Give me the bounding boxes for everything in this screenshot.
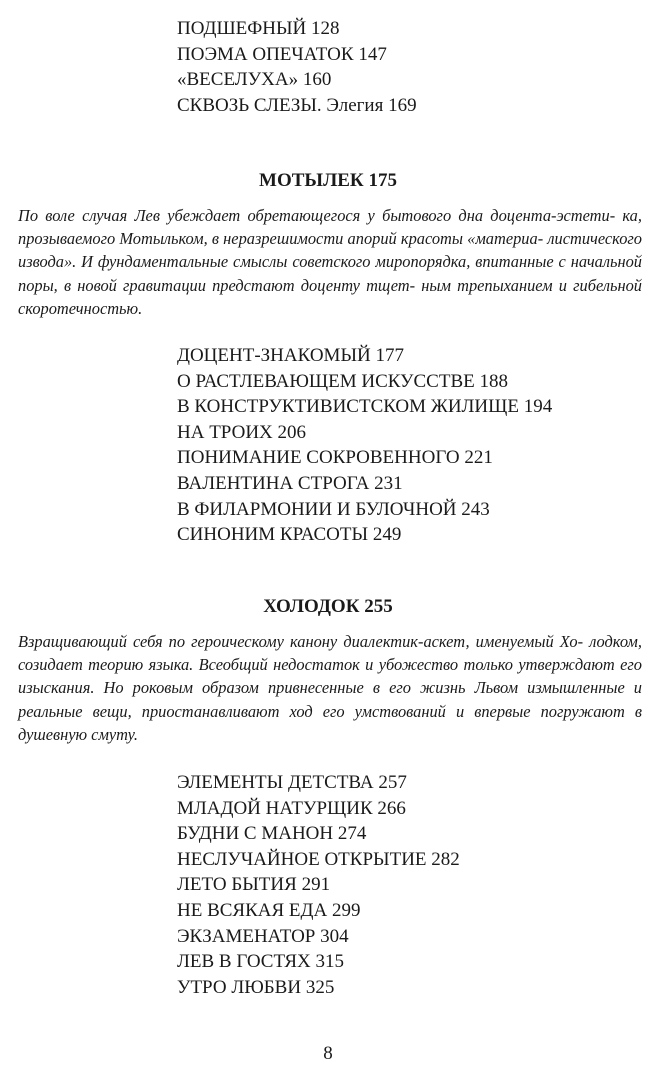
toc-entry	[177, 420, 552, 446]
entry-title: ВАЛЕНТИНА СТРОГА	[177, 472, 370, 494]
toc-entry	[177, 42, 417, 68]
entry-title: СИНОНИМ КРАСОТЫ	[177, 524, 369, 546]
toc-entry	[177, 898, 460, 924]
toc-list-kholodok	[177, 770, 460, 1000]
section-annotation-motylek	[18, 204, 642, 320]
entry-page: 188	[479, 370, 508, 392]
toc-entry	[177, 394, 552, 420]
entry-title: В КОНСТРУКТИВИСТСКОМ ЖИЛИЩЕ	[177, 396, 519, 418]
toc-entry	[177, 369, 552, 395]
toc-entry	[177, 821, 460, 847]
toc-entry	[177, 522, 552, 548]
entry-title: ПОНИМАНИЕ СОКРОВЕННОГО	[177, 447, 460, 469]
entry-page: 160	[302, 69, 332, 91]
entry-title: О РАСТЛЕВАЮЩЕМ ИСКУССТВЕ	[177, 370, 475, 392]
entry-title: МЛАДОЙ НАТУРЩИК	[177, 797, 373, 819]
annotation-line: впитанные с начальной поры, в новой гравитации предстают доценту тщет-	[18, 252, 642, 295]
entry-title: ПОЭМА ОПЕЧАТОК	[177, 43, 354, 65]
section-title-motylek	[0, 168, 656, 194]
section-annotation-kholodok	[18, 630, 642, 746]
entry-title: ПОДШЕФНЫЙ	[177, 18, 307, 39]
entry-page: 194	[523, 396, 553, 418]
toc-list-intro	[177, 16, 417, 118]
entry-title: «ВЕСЕЛУХА»	[177, 69, 299, 91]
toc-entry	[177, 847, 460, 873]
toc-entry	[177, 497, 552, 523]
entry-page: 274	[337, 823, 367, 845]
section-name: ХОЛОДОК	[263, 596, 360, 617]
entry-page: 257	[378, 772, 407, 793]
toc-entry	[177, 16, 417, 42]
entry-page: 282	[431, 848, 460, 870]
annotation-line: и впервые погружают в душевную смуту.	[18, 701, 643, 744]
entry-title: В ФИЛАРМОНИИ И БУЛОЧНОЙ	[177, 498, 457, 520]
toc-entry	[177, 770, 460, 796]
entry-title: УТРО ЛЮБВИ	[177, 976, 302, 998]
entry-page: 249	[372, 524, 402, 546]
annotation-line: ным трепыханием и гибельной скоротечностью.	[18, 275, 642, 318]
entry-page: 291	[301, 874, 331, 896]
toc-entry	[177, 796, 460, 822]
toc-list-motylek	[177, 343, 552, 548]
entry-title: НЕ ВСЯКАЯ ЕДА	[177, 899, 328, 921]
annotation-line: Взращивающий себя по героическому канону диалектик-аскет, именуемый Хо-	[18, 632, 584, 651]
entry-page: 266	[377, 797, 406, 819]
entry-page: 147	[358, 43, 387, 65]
annotation-line: утверждают его изыскания. Но роковым образом привнесенные в его жизнь	[18, 655, 642, 698]
entry-page: 221	[464, 447, 493, 469]
toc-entry	[177, 949, 460, 975]
toc-entry	[177, 975, 460, 1001]
entry-page: 243	[461, 498, 490, 520]
section-page: 175	[368, 170, 397, 191]
entry-page: 325	[305, 976, 335, 998]
toc-entry	[177, 67, 417, 93]
entry-title: ЛЕВ В ГОСТЯХ	[177, 951, 311, 973]
toc-entry	[177, 924, 460, 950]
entry-page: 169	[388, 94, 417, 116]
section-title-kholodok	[0, 594, 656, 620]
entry-title: ДОЦЕНТ-ЗНАКОМЫЙ	[177, 345, 371, 366]
entry-page: 299	[331, 899, 361, 921]
entry-title: ЭЛЕМЕНТЫ ДЕТСТВА	[177, 772, 374, 793]
entry-title: ЛЕТО БЫТИЯ	[177, 874, 297, 896]
entry-title: НА ТРОИХ	[177, 421, 273, 443]
toc-entry	[177, 343, 552, 369]
entry-page: 315	[315, 951, 345, 973]
entry-title: СКВОЗЬ СЛЕЗЫ. Элегия	[177, 94, 384, 116]
entry-page: 177	[375, 345, 404, 366]
entry-page: 304	[320, 925, 349, 947]
entry-page: 206	[277, 421, 307, 443]
entry-page: 231	[374, 472, 403, 494]
annotation-line: По воле случая Лев убеждает обретающегося у бытового дна доцента-эстети-	[18, 206, 616, 225]
toc-entry	[177, 93, 417, 119]
annotation-line: Львом измышленные и реальные вещи, приостанавливают ход его умствований	[18, 678, 642, 721]
entry-page: 128	[311, 18, 340, 39]
annotation-line: листического извода». И фундаментальные смыслы советского миропорядка,	[18, 229, 642, 272]
toc-entry	[177, 471, 552, 497]
entry-title: БУДНИ С МАНОН	[177, 823, 334, 845]
annotation-line: ка, прозываемого Мотыльком, в неразрешимости апорий красоты «материа-	[18, 206, 642, 249]
entry-title: ЭКЗАМЕНАТОР	[177, 925, 316, 947]
toc-entry	[177, 445, 552, 471]
annotation-line: лодком, созидает теорию языка. Всеобщий недостаток и убожество только	[18, 632, 642, 675]
section-name: МОТЫЛЕК	[259, 170, 364, 191]
page-number: 8	[323, 1043, 333, 1064]
toc-entry	[177, 872, 460, 898]
section-page: 255	[364, 596, 393, 617]
entry-title: НЕСЛУЧАЙНОЕ ОТКРЫТИЕ	[177, 848, 427, 870]
